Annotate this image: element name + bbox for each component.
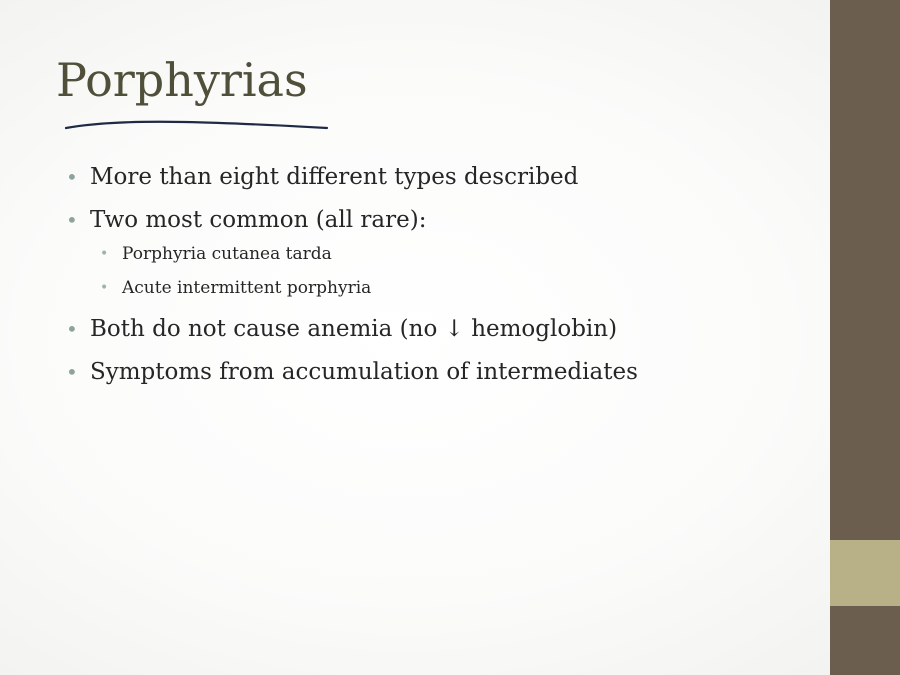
sub-bullet-text: Acute intermittent porphyria xyxy=(122,278,372,298)
sub-bullet-text: Porphyria cutanea tarda xyxy=(122,244,332,264)
bullet-item xyxy=(66,314,806,344)
bullet-item xyxy=(66,162,806,192)
sub-bullet-item xyxy=(96,241,806,267)
bullet-text: Two most common (all rare): xyxy=(90,207,427,233)
slide-title: Porphyrias xyxy=(56,53,308,107)
bullet-list xyxy=(66,162,806,400)
side-accent-decoration xyxy=(830,540,900,606)
bullet-text: More than eight different types described xyxy=(90,164,579,190)
bullet-text: Both do not cause anemia (no ↓ hemoglobin) xyxy=(90,316,618,342)
bullet-item xyxy=(66,205,806,301)
sub-bullet-item xyxy=(96,275,806,301)
bullet-text: Symptoms from accumulation of intermediates xyxy=(90,359,638,385)
bullet-item xyxy=(66,357,806,387)
handwritten-underline-annotation xyxy=(64,116,330,134)
sub-bullet-list xyxy=(90,241,806,301)
